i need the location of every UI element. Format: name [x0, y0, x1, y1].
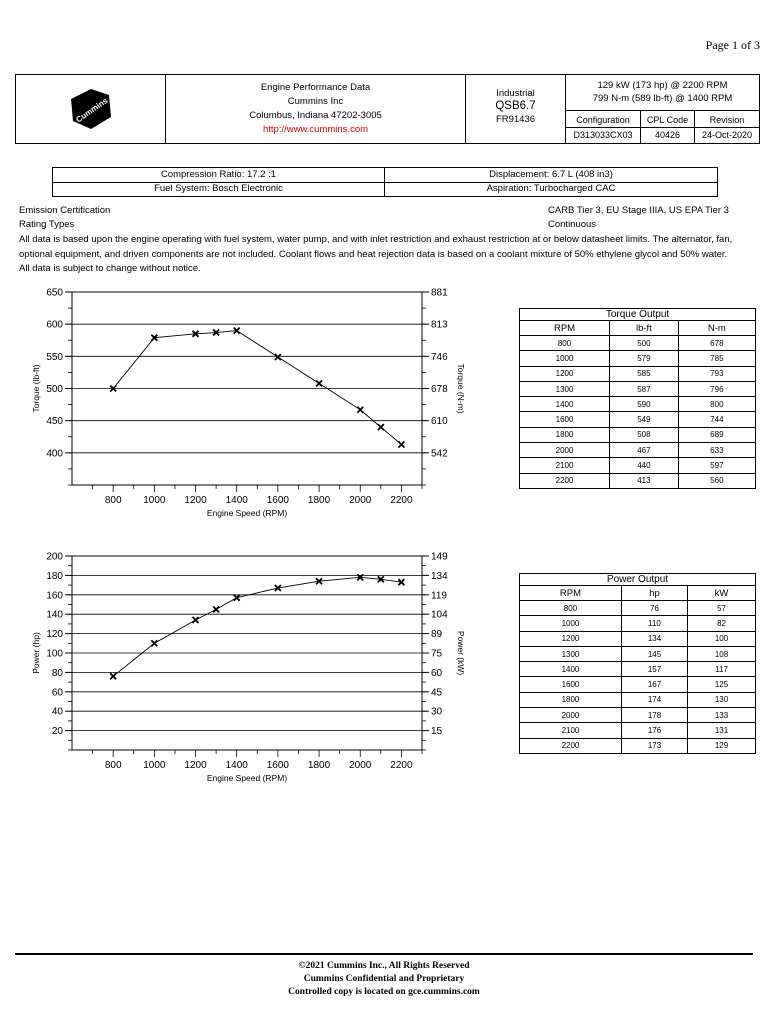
spec-box — [52, 167, 718, 197]
torque-table-cell: 2100 — [520, 458, 610, 473]
torque-table-cell: 1800 — [520, 427, 610, 442]
torque-table-cell: 689 — [678, 427, 755, 442]
power-table-row — [520, 708, 756, 723]
power-table-cell: 110 — [621, 616, 687, 631]
power-table-cell: 176 — [621, 723, 687, 738]
y-axis-label: Power (hp) — [31, 632, 41, 674]
torque-table-cell: 1300 — [520, 381, 610, 396]
power-table-row — [520, 723, 756, 738]
torque-table-cell: 800 — [520, 336, 610, 351]
y2-tick-label: 60 — [431, 667, 443, 679]
torque-table — [519, 308, 756, 489]
y2-tick-label: 746 — [431, 351, 448, 363]
fuel-system: Fuel System: Bosch Electronic — [154, 183, 283, 194]
y-tick-label: 120 — [46, 629, 63, 641]
y-axis-label: Torque (lb-ft) — [31, 364, 41, 413]
y2-tick-label: 45 — [431, 687, 443, 699]
y-tick-label: 180 — [46, 570, 63, 582]
compression-ratio: Compression Ratio: 17.2 :1 — [160, 169, 277, 180]
data-point — [151, 640, 157, 646]
y2-tick-label: 149 — [431, 551, 448, 563]
power-table-cell: 800 — [520, 601, 622, 616]
x-tick-label: 1400 — [225, 495, 248, 506]
power-table-row — [520, 677, 756, 692]
displacement: Displacement: 6.7 L (408 in3) — [489, 169, 613, 180]
power-table-title: Power Output — [520, 574, 756, 586]
torque-table-cell: 508 — [610, 427, 679, 442]
data-point — [193, 617, 199, 623]
rating-types-value: Continuous — [548, 219, 597, 230]
footer-controlled: Controlled copy is located on gce.cummins.com — [288, 987, 480, 997]
torque-rating: 799 N-m (589 lb-ft) @ 1400 RPM — [592, 93, 733, 104]
y2-tick-label: 881 — [431, 287, 448, 299]
x-tick-label: 1800 — [307, 760, 331, 771]
rating-types-label: Rating Types — [19, 219, 75, 230]
footer-confidential: Cummins Confidential and Proprietary — [303, 974, 465, 984]
torque-col-nm: N-m — [678, 321, 755, 336]
power-table-cell: 1300 — [520, 646, 622, 661]
power-table-cell: 145 — [621, 646, 687, 661]
x-axis-label: Engine Speed (RPM) — [206, 508, 288, 518]
y2-tick-label: 678 — [431, 384, 448, 395]
power-table — [519, 573, 756, 754]
torque-table-cell: 579 — [610, 351, 679, 366]
y-tick-label: 200 — [46, 551, 63, 563]
revision-label: Revision — [695, 113, 759, 128]
cpl-value: 40426 — [654, 130, 681, 140]
y2-tick-label: 134 — [431, 570, 448, 582]
torque-table-row — [520, 443, 756, 458]
power-table-cell: 133 — [688, 708, 756, 723]
power-col-kw: kW — [688, 586, 756, 601]
y-tick-label: 20 — [51, 726, 63, 738]
x-axis-label: Engine Speed (RPM) — [206, 773, 288, 783]
power-table-cell: 167 — [621, 677, 687, 692]
fr-number: FR91436 — [495, 114, 536, 125]
torque-table-row — [520, 397, 756, 412]
x-tick-label: 2000 — [349, 495, 372, 506]
power-table-cell: 1000 — [520, 616, 622, 631]
torque-table-title: Torque Output — [520, 309, 756, 321]
x-tick-label: 1200 — [184, 495, 207, 506]
power-table-cell: 2200 — [520, 738, 622, 753]
aspiration: Aspiration: Turbocharged CAC — [486, 183, 616, 194]
torque-table-cell: 467 — [610, 443, 679, 458]
power-table-cell: 178 — [621, 708, 687, 723]
torque-table-cell: 744 — [678, 412, 755, 427]
emission-value: CARB Tier 3, EU Stage IIIA, US EPA Tier 3 — [548, 205, 729, 216]
configuration-label: Configuration — [566, 113, 640, 128]
power-table-row — [520, 662, 756, 677]
y2-tick-label: 813 — [431, 319, 448, 331]
power-table-cell: 157 — [621, 662, 687, 677]
y2-axis-label: Torque (N-m) — [456, 363, 466, 414]
y-tick-label: 650 — [46, 287, 63, 299]
footer-copyright: ©2021 Cummins Inc., All Rights Reserved — [298, 961, 470, 971]
power-table-cell: 100 — [688, 631, 756, 646]
y-tick-label: 160 — [46, 590, 63, 602]
x-tick-label: 1600 — [266, 495, 290, 506]
power-table-cell: 1800 — [520, 692, 622, 707]
engine-model: QSB6.7 — [495, 100, 536, 112]
data-point — [213, 606, 219, 612]
power-table-cell: 174 — [621, 692, 687, 707]
power-table-row — [520, 692, 756, 707]
y-tick-label: 600 — [46, 319, 63, 331]
power-col-hp: hp — [621, 586, 687, 601]
torque-table-cell: 678 — [678, 336, 755, 351]
torque-table-cell: 549 — [610, 412, 679, 427]
company-url-link[interactable]: http://www.cummins.com — [262, 124, 369, 135]
data-point — [275, 354, 281, 360]
series-line — [113, 577, 401, 676]
x-tick-label: 800 — [104, 495, 122, 506]
application: Industrial — [496, 88, 535, 99]
torque-table-cell: 1400 — [520, 397, 610, 412]
x-tick-label: 1800 — [307, 495, 331, 506]
cpl-label: CPL Code — [641, 113, 694, 128]
torque-table-cell: 800 — [678, 397, 755, 412]
torque-table-row — [520, 336, 756, 351]
revision-value: 24-Oct-2020 — [701, 130, 753, 140]
company-cell — [166, 75, 466, 143]
power-table-cell: 129 — [688, 738, 756, 753]
y2-axis-label: Power (kW) — [456, 630, 466, 676]
torque-table-cell: 590 — [610, 397, 679, 412]
torque-table-cell: 500 — [610, 336, 679, 351]
power-table-row — [520, 631, 756, 646]
x-tick-label: 1600 — [266, 760, 290, 771]
configuration-value: D313033CX03 — [573, 130, 633, 140]
emission-label: Emission Certification — [19, 205, 111, 216]
y-tick-label: 60 — [51, 687, 63, 699]
power-table-cell: 2000 — [520, 708, 622, 723]
y-tick-label: 450 — [46, 416, 63, 428]
torque-table-cell: 1000 — [520, 351, 610, 366]
x-tick-label: 1000 — [143, 760, 166, 771]
data-point — [316, 380, 322, 386]
y-tick-label: 500 — [46, 384, 63, 395]
torque-table-cell: 2000 — [520, 443, 610, 458]
power-table-cell: 1600 — [520, 677, 622, 692]
torque-table-cell: 2200 — [520, 473, 610, 488]
torque-col-lbft: lb-ft — [610, 321, 679, 336]
footer-divider — [15, 953, 753, 955]
x-tick-label: 2200 — [390, 495, 413, 506]
torque-table-cell: 1600 — [520, 412, 610, 427]
doc-title: Engine Performance Data — [260, 82, 371, 93]
data-note: All data is based upon the engine operating with fuel system, water pump, and with inlet restriction and exhaust restriction at or below datasheet limits. The alternator, fan, optional equipment, and driven components are not included. Coolant flows and heat rejection data is based on a coolant mixture of 50% ethylene glycol and 50% water. — [19, 234, 733, 260]
data-point — [357, 407, 363, 413]
change-note: All data is subject to change without notice. — [19, 263, 201, 274]
y2-tick-label: 15 — [431, 726, 443, 738]
power-table-row — [520, 616, 756, 631]
y2-tick-label: 610 — [431, 416, 448, 428]
x-tick-label: 2200 — [390, 760, 413, 771]
power-chart — [20, 547, 480, 787]
y-tick-label: 400 — [46, 448, 63, 460]
power-table-row — [520, 646, 756, 661]
y2-tick-label: 119 — [431, 590, 447, 602]
y2-tick-label: 75 — [431, 648, 443, 660]
power-table-cell: 125 — [688, 677, 756, 692]
data-point — [398, 441, 404, 447]
power-table-row — [520, 738, 756, 753]
torque-table-row — [520, 381, 756, 396]
power-rating: 129 kW (173 hp) @ 2200 RPM — [597, 80, 728, 91]
rating-cell — [566, 75, 759, 143]
header-box — [15, 74, 760, 144]
torque-table-cell: 585 — [610, 366, 679, 381]
model-cell — [466, 75, 566, 143]
torque-table-cell: 440 — [610, 458, 679, 473]
y-tick-label: 40 — [51, 706, 63, 718]
logo-text: Cummins — [73, 96, 109, 125]
power-table-cell: 131 — [688, 723, 756, 738]
y2-tick-label: 30 — [431, 706, 443, 718]
power-col-rpm: RPM — [520, 586, 622, 601]
torque-table-cell: 413 — [610, 473, 679, 488]
power-table-cell: 1400 — [520, 662, 622, 677]
power-table-cell: 134 — [621, 631, 687, 646]
company-name: Cummins Inc — [287, 96, 344, 107]
torque-table-row — [520, 366, 756, 381]
y-tick-label: 550 — [46, 351, 63, 363]
torque-table-row — [520, 458, 756, 473]
x-tick-label: 1200 — [184, 760, 207, 771]
torque-table-row — [520, 351, 756, 366]
torque-table-cell: 597 — [678, 458, 755, 473]
logo-cell — [16, 75, 166, 143]
torque-table-cell: 587 — [610, 381, 679, 396]
torque-table-cell: 560 — [678, 473, 755, 488]
power-table-row — [520, 601, 756, 616]
x-tick-label: 1000 — [143, 495, 166, 506]
power-table-cell: 57 — [688, 601, 756, 616]
data-point — [110, 673, 116, 679]
y-tick-label: 80 — [51, 667, 63, 679]
y2-tick-label: 104 — [431, 609, 448, 621]
power-table-cell: 130 — [688, 692, 756, 707]
torque-chart — [20, 283, 480, 523]
torque-table-row — [520, 473, 756, 488]
torque-col-rpm: RPM — [520, 321, 610, 336]
power-table-cell: 2100 — [520, 723, 622, 738]
power-table-cell: 108 — [688, 646, 756, 661]
power-table-cell: 1200 — [520, 631, 622, 646]
cummins-logo — [69, 87, 113, 131]
y-tick-label: 100 — [46, 648, 63, 660]
power-table-cell: 173 — [621, 738, 687, 753]
x-tick-label: 2000 — [349, 760, 372, 771]
power-table-cell: 82 — [688, 616, 756, 631]
torque-table-cell: 633 — [678, 443, 755, 458]
data-point — [234, 595, 240, 601]
x-tick-label: 800 — [104, 760, 122, 771]
torque-table-cell: 785 — [678, 351, 755, 366]
power-table-cell: 117 — [688, 662, 756, 677]
power-table-cell: 76 — [621, 601, 687, 616]
torque-table-cell: 1200 — [520, 366, 610, 381]
x-tick-label: 1400 — [225, 760, 248, 771]
company-address: Columbus, Indiana 47202-3005 — [249, 110, 382, 121]
torque-table-cell: 796 — [678, 381, 755, 396]
torque-table-row — [520, 412, 756, 427]
torque-table-row — [520, 427, 756, 442]
series-line — [113, 331, 401, 445]
data-point — [378, 424, 384, 430]
torque-table-cell: 793 — [678, 366, 755, 381]
footer — [0, 960, 768, 999]
page-number: Page 1 of 3 — [705, 38, 760, 52]
y2-tick-label: 89 — [431, 629, 443, 641]
y2-tick-label: 542 — [431, 448, 448, 460]
y-tick-label: 140 — [46, 609, 63, 621]
